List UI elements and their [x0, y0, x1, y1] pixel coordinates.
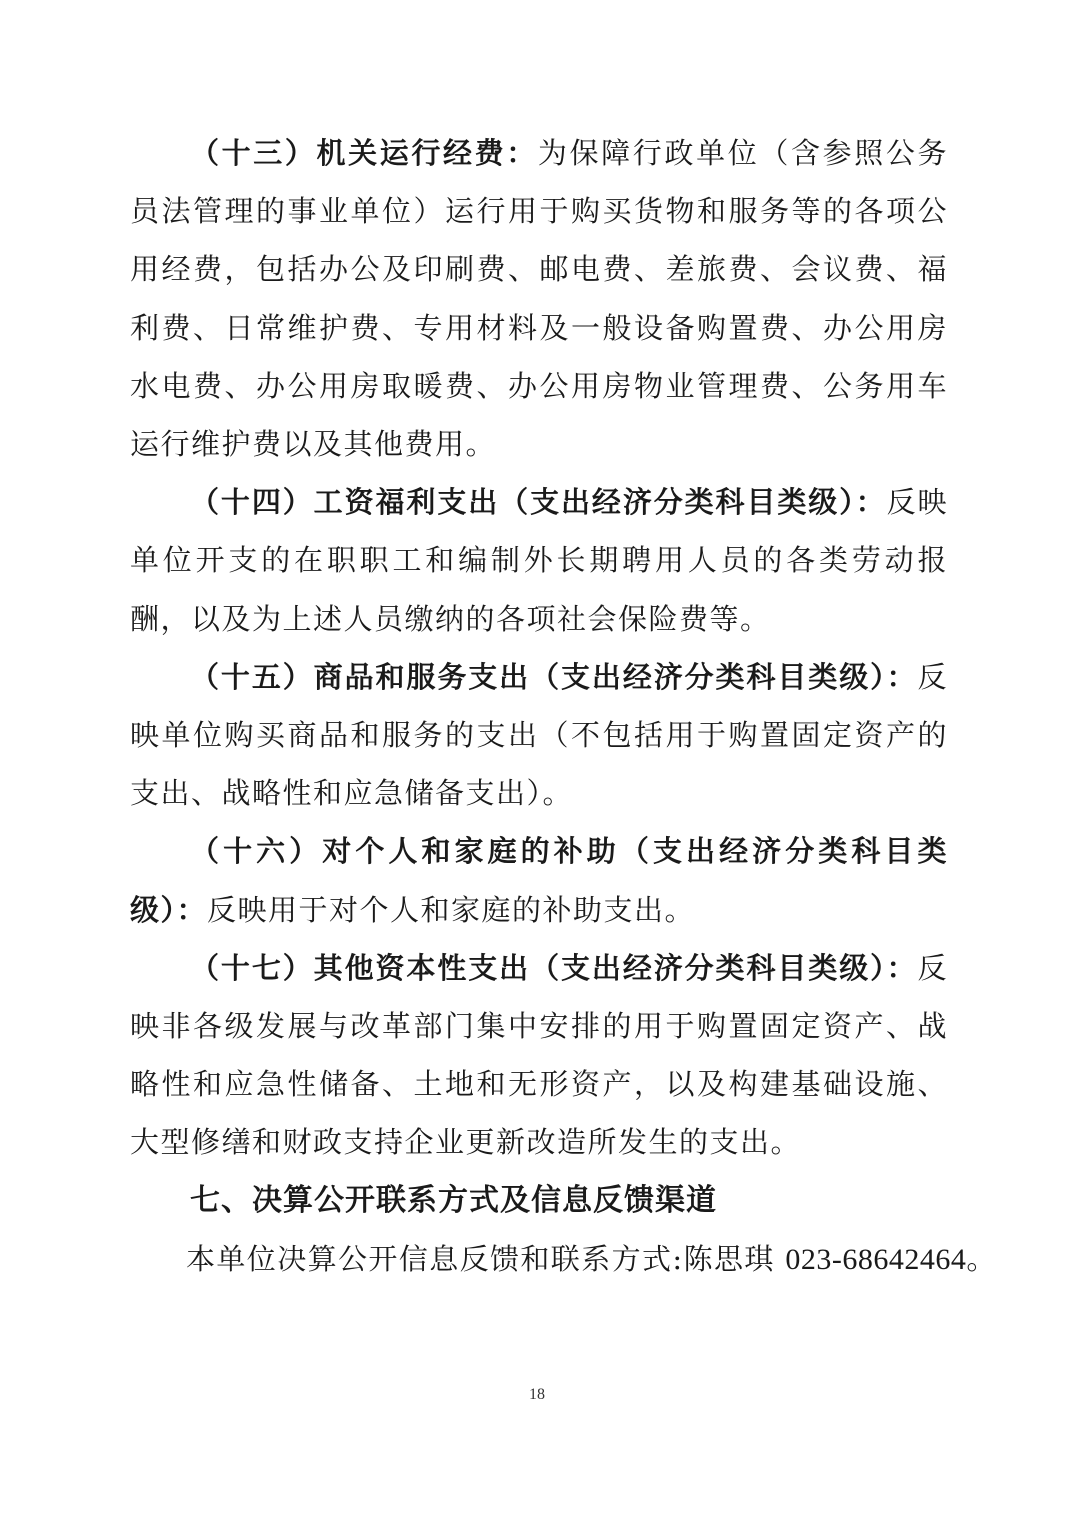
paragraph-term: （十三）机关运行经费：	[190, 136, 538, 170]
paragraph-text: 反映非各级发展与改革部门集中安排的用于购置固定资产、战略性和应急性储备、土地和无形资产，以及构建基础设施、大型修缮和财政支持企业更新改造所发生的支出。	[130, 950, 948, 1160]
contact-line	[130, 1230, 997, 1289]
paragraph-text: 反映单位开支的在职职工和编制外长期聘用人员的各类劳动报酬，以及为上述人员缴纳的各项社会保险费等。	[130, 485, 948, 636]
paragraph-term: （十四）工资福利支出（支出经济分类科目类级）：	[190, 485, 887, 520]
paragraph-text: 反映单位购买商品和服务的支出（不包括用于购置固定资产的支出、战略性和应急储备支出）。	[130, 659, 948, 811]
page-number: 18	[529, 1386, 545, 1403]
paragraph-13	[130, 124, 948, 473]
paragraph-text: 为保障行政单位（含参照公务员法管理的事业单位）运行用于购买货物和服务等的各项公用经费，包括办公及印刷费、邮电费、差旅费、会议费、福利费、日常维护费、专用材料及一般设备购置费、办公用房水电费、办公用房取暖费、办公用房物业管理费、公务用车运行维护费以及其他费用。	[130, 136, 948, 462]
document-body	[130, 124, 997, 1289]
paragraph-16	[130, 822, 948, 938]
contact-phone: 023-68642464。	[785, 1242, 997, 1276]
paragraph-15	[130, 648, 948, 823]
paragraph-term: （十五）商品和服务支出（支出经济分类科目类级）：	[190, 659, 918, 694]
paragraph-term: （十六）对个人和家庭的补助（支出经济分类科目类级）：	[130, 834, 948, 927]
contact-text: 本单位决算公开信息反馈和联系方式:陈思琪	[186, 1241, 775, 1276]
paragraph-17	[130, 939, 948, 1172]
paragraph-text: 反映用于对个人和家庭的补助支出。	[207, 892, 696, 927]
section-heading: 七、决算公开联系方式及信息反馈渠道	[190, 1182, 717, 1218]
paragraph-14	[130, 473, 948, 648]
paragraph-term: （十七）其他资本性支出（支出经济分类科目类级）：	[190, 950, 918, 985]
